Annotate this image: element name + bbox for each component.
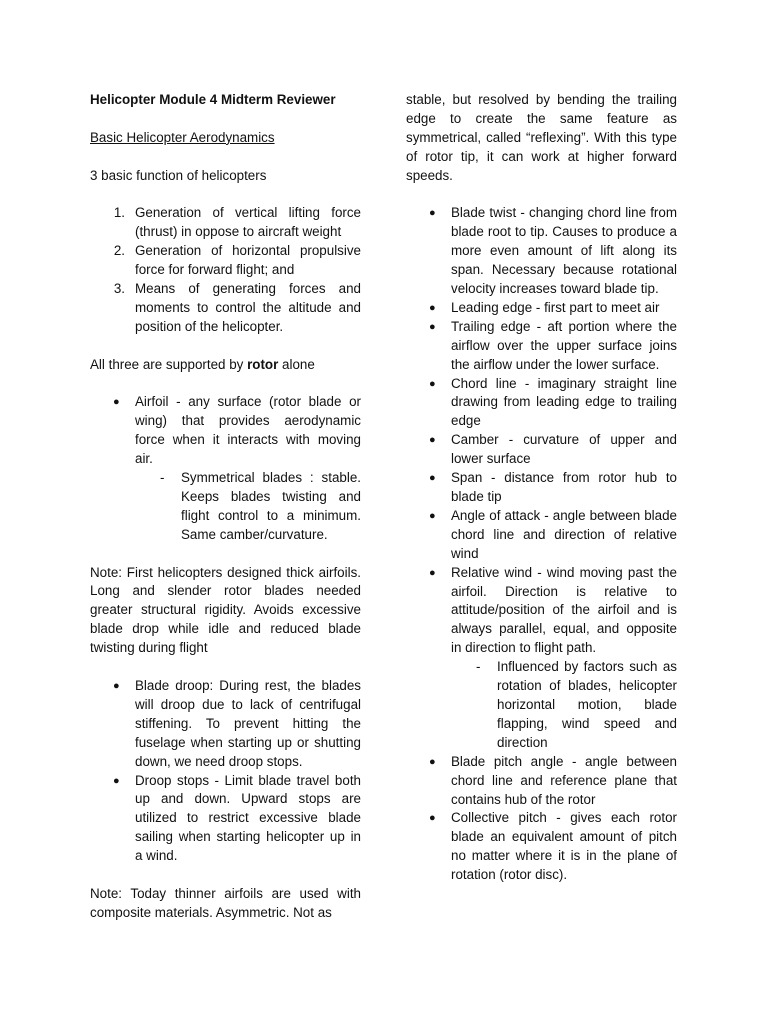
note-paragraph: Note: First helicopters designed thick airfoils. Long and slender rotor blades needed greater structural rigidity. Avoids excessive blade drop while idle and reduced blade twisting during flight	[90, 564, 361, 656]
bullet-icon: ●	[429, 472, 436, 485]
functions-list	[90, 204, 361, 336]
list-item: ● Camber - curvature of upper and lower surface	[429, 432, 677, 467]
list-item: ● Collective pitch - gives each rotor blade an equivalent amount of pitch no matter where it is in the plane of rotation (rotor disc).	[429, 810, 677, 883]
list-item: ● Leading edge - first part to meet air	[406, 299, 677, 318]
list-item: 3. Means of generating forces and moments to control the altitude and position of the helicopter.	[113, 281, 361, 334]
left-column	[90, 91, 361, 923]
bullet-icon: ●	[429, 812, 436, 825]
dash-icon: -	[160, 470, 165, 486]
list-item: ● Angle of attack - angle between blade chord line and direction of relative wind	[429, 507, 677, 561]
bullet-icon: ●	[113, 774, 120, 787]
section-heading: Basic Helicopter Aerodynamics	[90, 129, 275, 145]
sub-list-item: - Influenced by factors such as rotation of blades, helicopter horizontal motion, blade flapping, wind speed and direction	[476, 659, 677, 750]
sub-list-item: - Symmetrical blades : stable. Keeps blades twisting and flight control to a minimum. Same camber/curvature.	[160, 470, 361, 542]
bullet-icon: ●	[429, 566, 436, 579]
list-item: ● Trailing edge - aft portion where the airflow over the upper surface joins the airflow under the lower surface.	[429, 318, 677, 372]
list-item: ● Span - distance from rotor hub to blade tip	[429, 470, 677, 505]
list-item: ● Airfoil - any surface (rotor blade or wing) that provides aerodynamic force when it interacts with moving air.	[113, 394, 361, 467]
list-item: ● Droop stops - Limit blade travel both up and down. Upward stops are utilized to restrict excessive blade sailing when starting helicopter up in a wind.	[113, 772, 361, 864]
bullet-icon: ●	[429, 509, 436, 522]
bullet-icon: ●	[113, 396, 120, 409]
list-item: 1. Generation of vertical lifting force (thrust) in oppose to aircraft weight	[113, 205, 361, 240]
note-paragraph: Note: Today thinner airfoils are used with composite materials. Asymmetric. Not as	[90, 885, 361, 920]
bullet-icon: ●	[429, 434, 436, 447]
bullet-icon: ●	[429, 320, 436, 333]
list-item: ● Chord line - imaginary straight line drawing from leading edge to trailing edge	[429, 375, 677, 429]
intro-text: 3 basic function of helicopters	[90, 167, 267, 183]
document-title: Helicopter Module 4 Midterm Reviewer	[90, 92, 336, 107]
list-item: ● Blade droop: During rest, the blades will droop due to lack of centrifugal stiffening. To prevent hitting the fuselage when starting up or shutting down, we need droop stops.	[113, 677, 361, 769]
list-item: ● Blade twist - changing chord line from blade root to tip. Causes to produce a more even amount of lift along its span. Necessary because rotational velocity increases toward blade tip.	[429, 205, 677, 297]
rotor-statement: All three are supported by rotor alone	[90, 356, 315, 372]
bullet-icon: ●	[429, 301, 436, 314]
right-column	[406, 91, 677, 885]
list-item: ● Relative wind - wind moving past the airfoil. Direction is relative to attitude/position of the airfoil and is always parallel, equal, and opposite in direction to flight path.	[429, 564, 677, 656]
dash-icon: -	[476, 659, 481, 675]
list-item: 2. Generation of horizontal propulsive force for forward flight; and	[113, 243, 361, 278]
bullet-icon: ●	[429, 755, 436, 768]
bullet-icon: ●	[429, 207, 436, 220]
bullet-icon: ●	[113, 679, 120, 692]
list-item: ● Blade pitch angle - angle between chord line and reference plane that contains hub of the rotor	[429, 753, 677, 807]
bullet-icon: ●	[429, 377, 436, 390]
continued-paragraph: stable, but resolved by bending the trailing edge to create the same feature as symmetrical, called “reflexing”. With this type of rotor tip, it can work at higher forward speeds.	[406, 92, 677, 183]
